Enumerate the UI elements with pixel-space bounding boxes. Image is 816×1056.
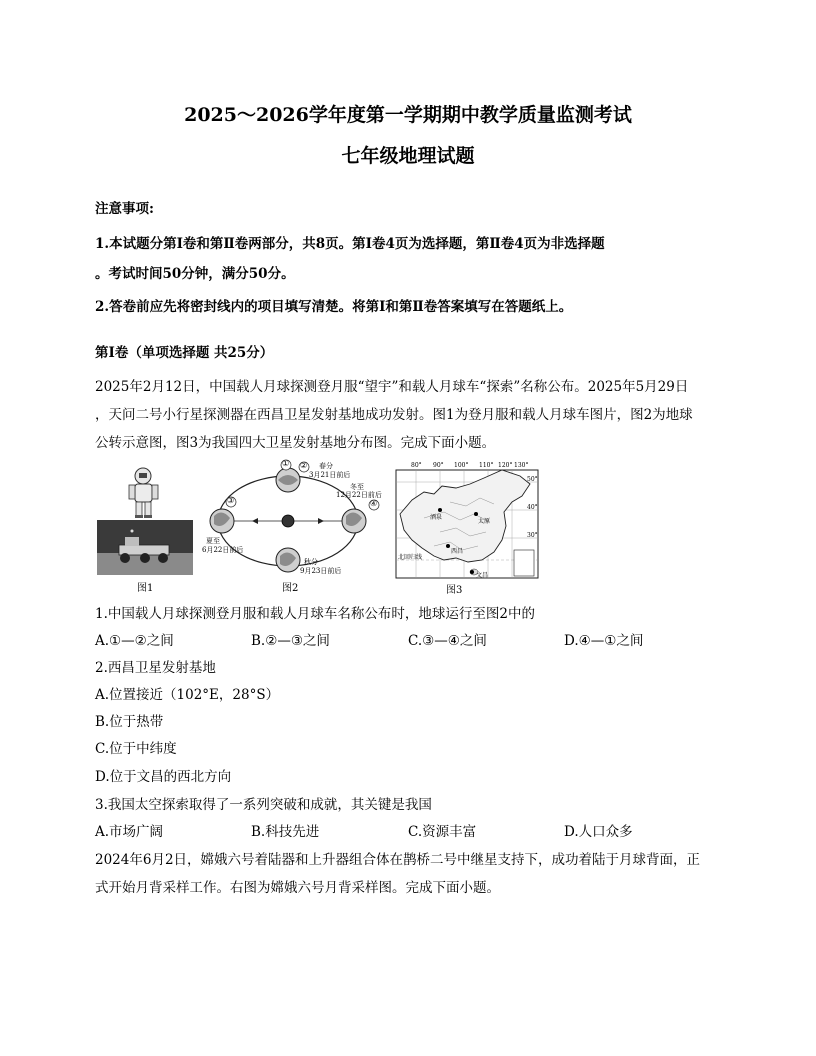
q3-option-b[interactable]: B.科技先进 xyxy=(251,824,320,840)
china-map xyxy=(390,462,550,580)
q1-option-d[interactable]: D.④—①之间 xyxy=(564,633,644,649)
passage-2-line-1: 2024年6月2日，嫦娥六号着陆器和上升器组合体在鹊桥二号中继星支持下，成功着陆于月球背面，正 xyxy=(95,852,701,868)
note-1-line-2: 。考试时间50分钟，满分50分。 xyxy=(95,266,295,282)
label-winter: 冬至 xyxy=(350,483,364,491)
lon-label-110: 110° xyxy=(479,462,494,469)
lon-label-80: 80° xyxy=(411,462,422,469)
label-summer: 夏至 xyxy=(206,537,220,545)
earth-orbit-diagram xyxy=(200,458,385,580)
label-spring-date: 3月21日前后 xyxy=(309,471,351,479)
q3-option-d[interactable]: D.人口众多 xyxy=(564,824,633,840)
q2-option-d[interactable]: D.位于文昌的西北方向 xyxy=(95,769,232,785)
orbit-marker-2: ② xyxy=(300,461,308,470)
lon-label-130: 130° xyxy=(514,462,529,469)
passage-2-line-2: 式开始月背采样工作。右图为嫦娥六号月背采样图。完成下面小题。 xyxy=(95,880,500,896)
figure-3 xyxy=(390,462,550,596)
spacesuit-rover-image xyxy=(97,465,193,593)
passage-1-line-1: 2025年2月12日，中国载人月球探测登月服“望宇”和载人月球车“探索”名称公布。2025年5月29日 xyxy=(95,379,689,395)
lat-label-40: 40° xyxy=(527,504,538,511)
note-1-line-1: 1.本试题分第Ⅰ卷和第Ⅱ卷两部分，共8页。第Ⅰ卷4页为选择题，第Ⅱ卷4页为非选择题 xyxy=(95,236,605,252)
lat-label-30: 30° xyxy=(527,532,538,539)
place-wenchang: 文昌 xyxy=(476,572,489,579)
question-3: 3.我国太空探索取得了一系列突破和成就，其关键是我国 xyxy=(95,797,432,813)
tropic-of-cancer-label: 北回归线 xyxy=(398,554,423,561)
passage-1-line-3: 公转示意图，图3为我国四大卫星发射基地分布图。完成下面小题。 xyxy=(95,435,496,451)
label-spring: 春分 xyxy=(319,462,333,470)
q3-option-c[interactable]: C.资源丰富 xyxy=(408,824,477,840)
label-autumn-date: 9月23日前后 xyxy=(300,567,342,575)
place-taiyuan: 太原 xyxy=(478,518,491,525)
lat-label-50: 50° xyxy=(527,476,538,483)
q2-option-b[interactable]: B.位于热带 xyxy=(95,714,164,730)
exam-subtitle: 七年级地理试题 xyxy=(341,145,475,167)
lon-label-120: 120° xyxy=(498,462,513,469)
lon-label-100: 100° xyxy=(454,462,469,469)
q1-option-a[interactable]: A.①—②之间 xyxy=(95,633,174,649)
label-summer-date: 6月22日前后 xyxy=(202,546,244,554)
notes-heading: 注意事项: xyxy=(95,201,154,217)
passage-1-line-2: ，天问二号小行星探测器在西昌卫星发射基地成功发射。图1为登月服和载人月球车图片，图2为地球 xyxy=(95,407,693,423)
orbit-marker-1: ① xyxy=(282,459,290,468)
orbit-marker-3: ③ xyxy=(227,496,235,505)
label-autumn: 秋分 xyxy=(304,558,318,566)
q2-option-c[interactable]: C.位于中纬度 xyxy=(95,741,177,757)
q1-option-b[interactable]: B.②—③之间 xyxy=(251,633,330,649)
lon-label-90: 90° xyxy=(433,462,444,469)
figure-2 xyxy=(200,458,385,593)
section-heading: 第Ⅰ卷（单项选择题 共25分） xyxy=(95,345,274,361)
place-jiuquan: 酒泉 xyxy=(430,514,443,521)
exam-title: 2025～2026学年度第一学期期中教学质量监测考试 xyxy=(184,104,632,126)
question-2: 2.西昌卫星发射基地 xyxy=(95,660,216,676)
q2-option-a[interactable]: A.位置接近（102°E，28°S） xyxy=(95,687,280,703)
place-xichang: 西昌 xyxy=(451,548,464,555)
orbit-marker-4: ④ xyxy=(370,499,378,508)
label-winter-date: 12月22日前后 xyxy=(336,491,382,499)
figure-1-caption: 图1 xyxy=(137,583,154,594)
q3-option-a[interactable]: A.市场广阔 xyxy=(95,824,164,840)
note-2: 2.答卷前应先将密封线内的项目填写清楚。将第Ⅰ和第Ⅱ卷答案填写在答题纸上。 xyxy=(95,299,573,315)
figure-1 xyxy=(97,465,193,593)
question-1: 1.中国载人月球探测登月服和载人月球车名称公布时，地球运行至图2中的 xyxy=(95,606,535,622)
figure-3-caption: 图3 xyxy=(446,585,463,596)
q1-option-c[interactable]: C.③—④之间 xyxy=(408,633,487,649)
figure-2-caption: 图2 xyxy=(282,583,299,594)
